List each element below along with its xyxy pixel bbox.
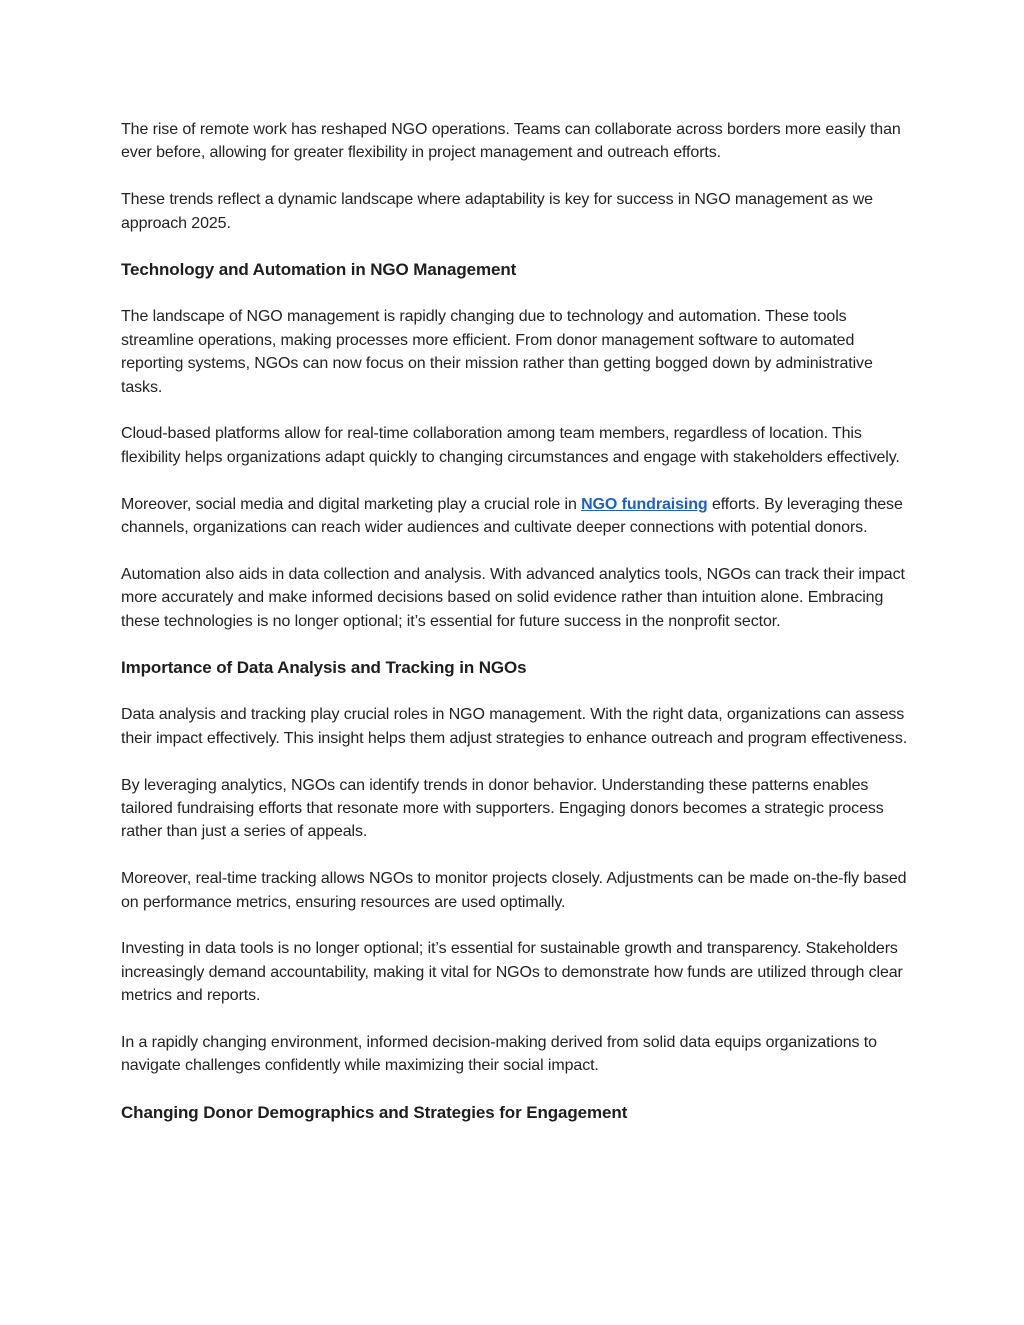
data-paragraph-environment: In a rapidly changing environment, informed decision-making derived from solid data equips organizations to navigate challenges confidently while maximizing their social impact. [121,1034,877,1075]
data-paragraph-analytics: By leveraging analytics, NGOs can identify trends in donor behavior. Understanding these patterns enables tailored fundraising efforts that resonate more with supporters. Engaging donors becomes a strategic process rather than just a series of appeals. [121,776,884,841]
technology-paragraph-automation: Automation also aids in data collection and analysis. With advanced analytics tools, NGOs can track their impact more accurately and make informed decisions based on solid evidence rather than intuition alone. Embracing these technologies is no longer optional; it’s essential for future success in the nonprofit sector. [121,565,905,630]
document-page [121,118,911,1148]
heading-technology-automation: Technology and Automation in NGO Management [121,260,517,280]
technology-paragraph-landscape: The landscape of NGO management is rapidly changing due to technology and automation. These tools streamline operations, making processes more efficient. From donor management software to automated reporting systems, NGOs can now focus on their mission rather than getting bogged down by administrative tasks. [121,308,873,396]
heading-data-analysis: Importance of Data Analysis and Tracking in NGOs [121,658,527,678]
intro-paragraph-trends: These trends reflect a dynamic landscape where adaptability is key for success in NGO management as we approach 2025. [121,191,873,232]
social-media-text-before-link: Moreover, social media and digital marketing play a crucial role in [121,495,582,513]
intro-paragraph-remote-work: The rise of remote work has reshaped NGO operations. Teams can collaborate across borders more easily than ever before, allowing for greater flexibility in project management and outreach efforts. [121,121,901,162]
technology-paragraph-cloud: Cloud-based platforms allow for real-time collaboration among team members, regardless of location. This flexibility helps organizations adapt quickly to changing circumstances and engage with stakeholders effectively. [121,425,900,466]
ngo-fundraising-link[interactable]: NGO fundraising [581,495,708,513]
data-paragraph-real-time: Moreover, real-time tracking allows NGOs to monitor projects closely. Adjustments can be made on-the-fly based on performance metrics, ensuring resources are used optimally. [121,870,907,911]
social-media-text-after-link: efforts. By leveraging these channels, organizations can reach wider audiences and cultivate deeper connections with potential donors. [121,495,903,537]
data-paragraph-investing: Investing in data tools is no longer optional; it’s essential for sustainable growth and transparency. Stakeholders increasingly demand accountability, making it vital for NGOs to demonstrate how funds are utilized through clear metrics and reports. [121,940,903,1005]
technology-paragraph-social-media [121,493,911,540]
heading-donor-demographics: Changing Donor Demographics and Strategies for Engagement [121,1103,628,1123]
data-paragraph-roles: Data analysis and tracking play crucial roles in NGO management. With the right data, organizations can assess their impact effectively. This insight helps them adjust strategies to enhance outreach and program effectiveness. [121,706,908,747]
